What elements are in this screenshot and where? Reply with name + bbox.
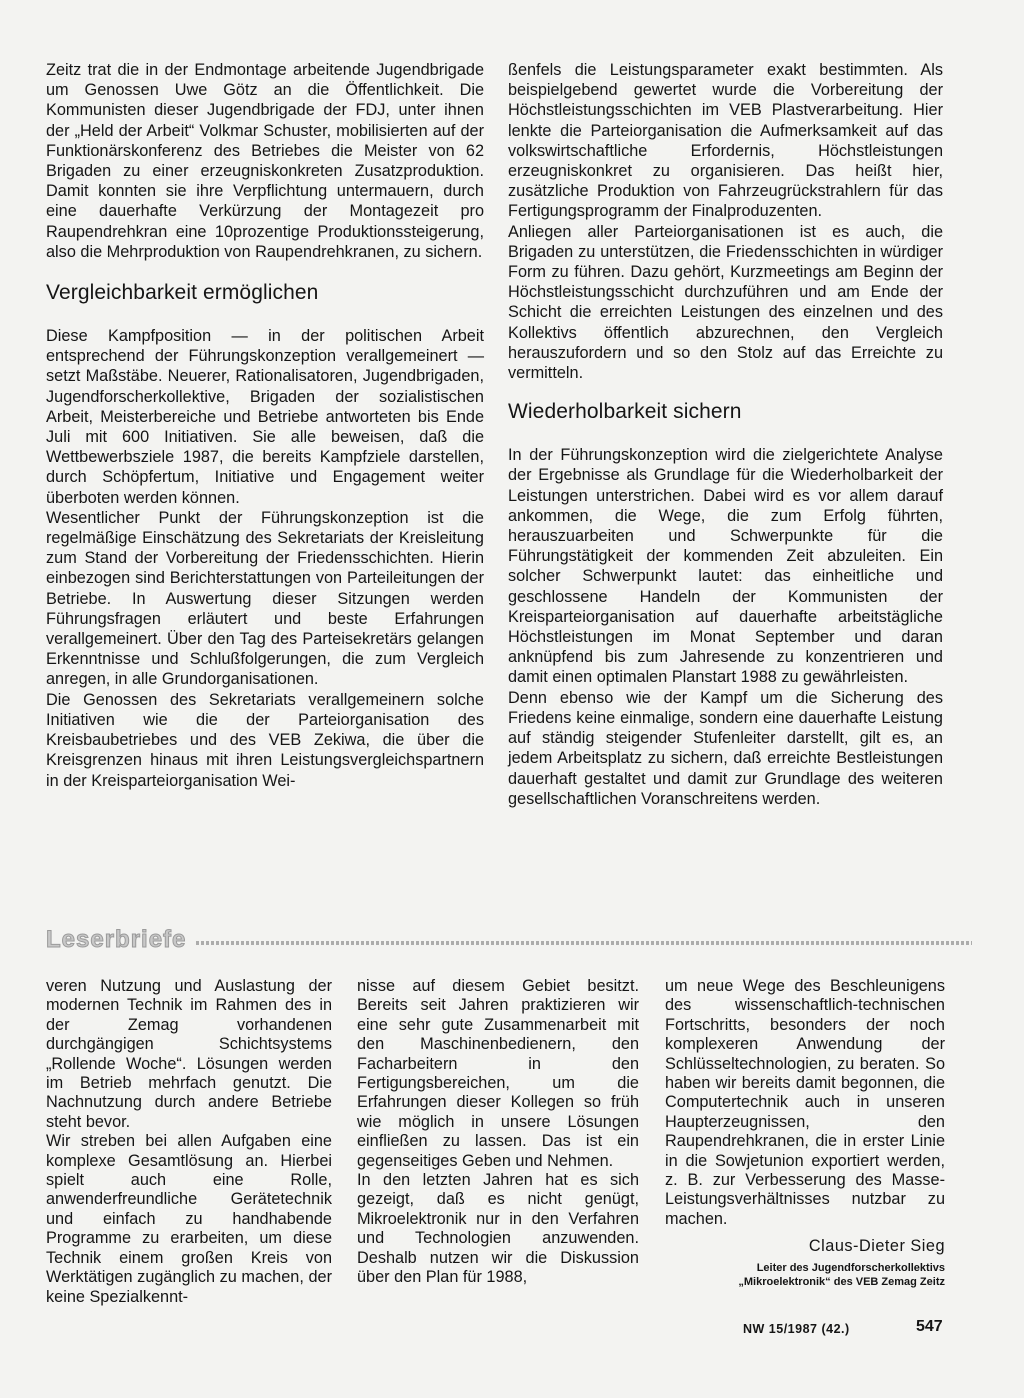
section-heading-comparability: Vergleichbarkeit ermöglichen [46,281,319,305]
article-column-2 [508,60,943,809]
article-paragraph: Die Genossen des Sekretariats verallgemeinern solche Initiativen wie die der Parteiorganisation des Kreisbaubetriebes und des VEB Zekiwa, die über die Kreisgrenzen hinaus mit ihren Leistungsvergleichspartnern in der Kreisparteiorganisation Wei- [46,690,484,790]
article-paragraph: Denn ebenso wie der Kampf um die Sicherung des Friedens keine einmalige, sondern eine dauerhafte Leistung auf ständig steigender Stufenleiter darstellt, gilt es, an jedem Arbeitsplatz zu sichern, daß erreichte Bestleistungen dauerhaft gestaltet und damit zur Grundlage des weiteren gesellschaftlichen Voranschreitens werden. [508,688,943,808]
section-heading-repeatability: Wiederholbarkeit sichern [508,400,742,424]
letter-paragraph: nisse auf diesem Gebiet besitzt. Bereits seit Jahren praktizieren wir eine sehr gute Zusammenarbeit mit den Maschinenbedienern, den Facharbeitern in den Fertigungsbereichen, um die Erfahrungen dieser Kollegen so früh wie möglich in unsere Lösungen einfließen zu lassen. Das ist ein gegenseitiges Geben und Nehmen. [357,977,639,1170]
author-signature: Claus-Dieter Sieg [808,1237,945,1256]
letter-column-3 [665,977,945,1289]
article-paragraph: In der Führungskonzeption wird die zielgerichtete Analyse der Ergebnisse als Grundlage für die Wiederholbarkeit der Leistungen unterstrichen. Dabei wird es vor allem darauf ankommen, die Wege, die zum Erfolg führten, herauszuarbeiten und Schwerpunkte für die Führungstätigkeit der kommenden Zeit abzuleiten. Ein solcher Schwerpunkt lautet: das einheitliche und geschlossene Handeln der Kommunisten der Kreisparteiorganisation auf dauerhafte arbeitstägliche Höchstleistungen im Monat September und daran anknüpfend bis zum Jahresende zu konzentrieren und damit einen optimalen Planstart 1988 zu gewährleisten. [508,446,943,687]
article-paragraph: Anliegen aller Parteiorganisationen ist es auch, die Brigaden zu unterstützen, die Friedensschichten in würdiger Form zu führen. Dazu gehört, Kurzmeetings am Beginn der Höchstleistungsschicht durchzuführen und am Ende der Schicht die erreichten Leistungen des einzelnen und des Kollektivs öffentlich abzurechnen, den Vergleich herauszufordern und so den Stolz auf das Erreichte zu vermitteln. [508,222,943,383]
article-paragraph: Diese Kampfposition — in der politischen Arbeit entsprechend der Führungskonzeption verallgemeinert — setzt Maßstäbe. Neuerer, Rationalisatoren, Jugendbrigaden, Jugendforscherkollektive, Brigaden der sozialistischen Arbeit, Meisterbereiche und Betriebe antworteten bis Ende Juli mit 600 Initiativen. Sie alle beweisen, daß die Wettbewerbsziele 1987, die bereits Kampfziele darstellen, durch Schöpfertum, Initiative und Engagement weiter überboten werden können. [46,327,484,507]
separator-line [196,941,972,945]
letter-paragraph: In den letzten Jahren hat es sich gezeigt, daß es nicht genügt, Mikroelektronik nur in den Verfahren und Technologien anzuwenden. Deshalb nutzen wir die Diskussion über den Plan für 1988, [357,1171,639,1287]
author-role-line: Leiter des Jugendforscherkollektivs [756,1262,945,1275]
section-separator [46,925,972,957]
article-paragraph: ßenfels die Leistungsparameter exakt bestimmten. Als beispielgebend gewertet wurde die Vorbereitung der Höchstleistungsschichten im VEB Plastverarbeitung. Hier lenkte die Parteiorganisation die Aufmerksamkeit auf das volkswirtschaftliche Erfordernis, Höchstleistungen erzeugniskonkret zu organisieren. Das heißt hier, zusätzliche Produktion von Fahrzeugrückstrahlern für das Fertigungsprogramm der Finalproduzenten. [508,61,943,221]
article-column-1 [46,60,484,791]
issue-reference: NW 15/1987 (42.) [743,1322,850,1336]
letter-paragraph: veren Nutzung und Auslastung der modernen Technik im Rahmen des in der Zemag vorhandenen durchgängigen Schichtsystems „Rollende Woche“. Lösungen werden im Betrieb mehrfach genutzt. Die Nachnutzung durch andere Betriebe steht bevor. [46,977,332,1131]
article-paragraph: Zeitz trat die in der Endmontage arbeitende Jugendbrigade um Genossen Uwe Götz an die Öffentlichkeit. Die Kommunisten dieser Jugendbrigade der FDJ, unter ihnen der „Held der Arbeit“ Volkmar Schuster, mobilisierten auf der Funktionärskonferenz des Betriebes die Meister von 62 Brigaden zu einer erzeugniskonkreten Zusatzproduktion. Damit konnten sie ihre Verpflichtung untermauern, durch eine dauerhafte Verkürzung der Montagezeit pro Raupendrehkran eine 10prozentige Produktionssteigerung, also die Mehrproduktion von Raupendrehkranen, zu sichern. [46,61,484,261]
letter-paragraph: um neue Wege des Beschleunigens des wissenschaftlich-technischen Fortschritts, besonders der noch komplexeren Anwendung der Schlüsseltechnologien, zu beraten. So haben wir bereits damit begonnen, die Computertechnik auch in unseren Haupterzeugnissen, den Raupendrehkranen, die in erster Linie in die Sowjetunion exportiert werden, z. B. zur Verbesserung des Masse-Leistungsverhältnisses nutzbar zu machen. [665,977,945,1228]
author-role-line: „Mikroelektronik“ des VEB Zemag Zeitz [738,1276,945,1289]
article-paragraph: Wesentlicher Punkt der Führungskonzeption ist die regelmäßige Einschätzung des Sekretariats der Kreisleitung zum Stand der Vorbereitung der Friedensschichten. Hierin einbezogen sind Berichterstattungen von Parteileitungen der Betriebe. In Auswertung dieser Sitzungen werden Führungsfragen erläutert und beste Erfahrungen verallgemeinert. Über den Tag des Parteisekretärs gelangen Erkenntnisse und Schlußfolgerungen, die zum Vergleich anregen, in alle Grundorganisationen. [46,508,484,689]
leserbriefe-label: Leserbriefe [46,926,187,953]
page-number: 547 [916,1318,943,1335]
letter-column-2 [357,977,639,1288]
letter-paragraph: Wir streben bei allen Aufgaben eine komplexe Gesamtlösung an. Hierbei spielt auch eine Rolle, anwenderfreundliche Gerätetechnik und einfach zu handhabende Programme zu erarbeiten, um diese Technik einem großen Kreis von Werktätigen zugänglich zu machen, der keine Spezialkennt- [46,1132,332,1306]
letter-column-1 [46,977,332,1307]
